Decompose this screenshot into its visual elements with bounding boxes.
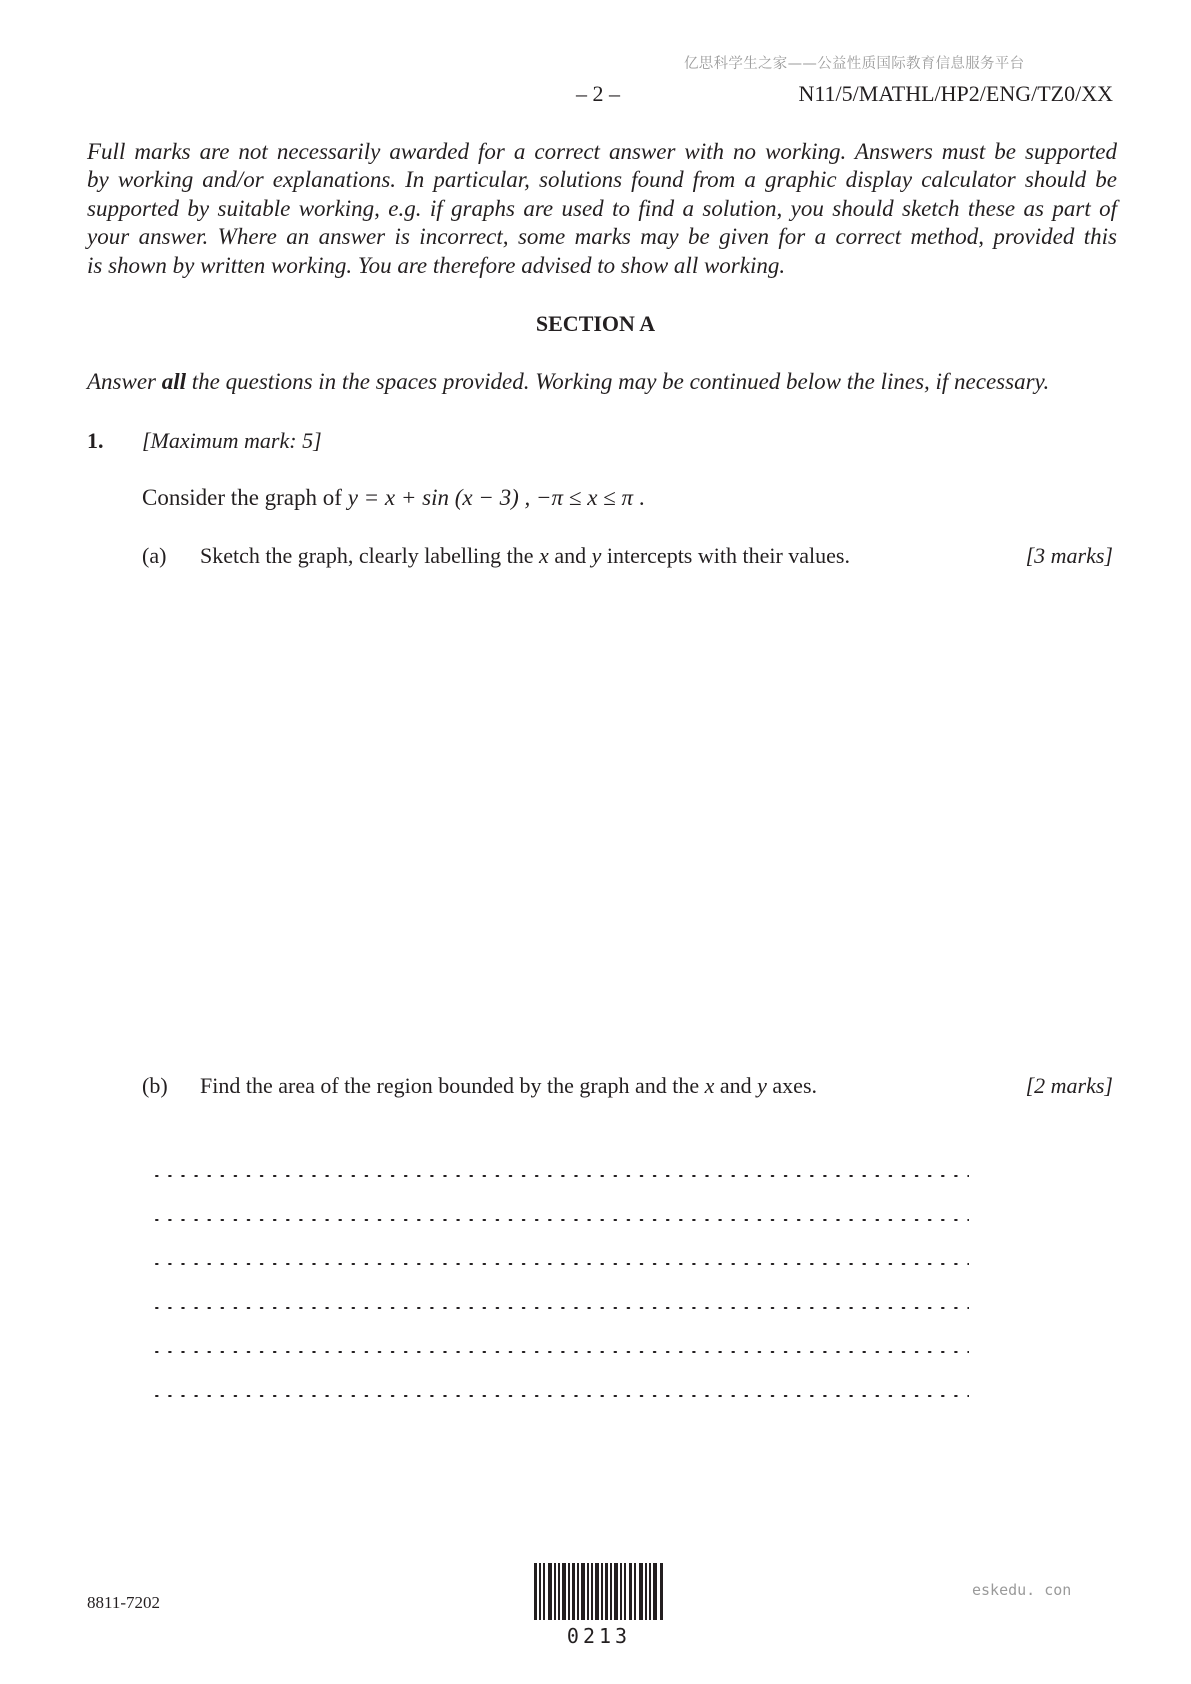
header-watermark: 亿思科学生之家——公益性质国际教育信息服务平台 — [684, 56, 1025, 72]
part-a-marks: [3 marks] — [1025, 543, 1113, 568]
part-b-text — [200, 1073, 817, 1099]
part-a-text — [200, 543, 850, 569]
part-b-var-x: x — [704, 1073, 715, 1098]
answer-line[interactable] — [154, 1346, 969, 1358]
answer-instruction-suffix: the questions in the spaces provided. Working may be continued below the lines, if necessary. — [186, 369, 1050, 394]
part-a-text-3: intercepts with their values. — [601, 543, 850, 568]
instructions-line: is shown by written working. You are therefore advised to show all working. — [87, 252, 786, 278]
answer-lines[interactable] — [154, 1170, 969, 1415]
part-a-text-1: Sketch the graph, clearly labelling the — [200, 543, 540, 568]
answer-line[interactable] — [154, 1390, 969, 1402]
part-a-label: (a) — [142, 543, 167, 568]
answer-line[interactable] — [154, 1214, 969, 1226]
part-a-answer-space[interactable] — [142, 580, 1113, 1050]
answer-line[interactable] — [154, 1170, 969, 1182]
answer-instruction-emphasis: all — [161, 369, 187, 394]
question-stem-end: . — [633, 485, 645, 510]
instructions-paragraph — [87, 138, 1117, 280]
part-b-marks: [2 marks] — [1025, 1073, 1113, 1098]
part-b-text-2: and — [714, 1073, 758, 1098]
part-b-text-3: axes. — [766, 1073, 818, 1098]
barcode-number: 0213 — [566, 1624, 632, 1648]
exam-code: N11/5/MATHL/HP2/ENG/TZ0/XX — [798, 81, 1113, 106]
answer-instruction — [87, 369, 1049, 395]
instructions-line: your answer. Where an answer is incorrect, some marks may be given for a correct method, provided this — [87, 224, 1117, 250]
part-b-label: (b) — [142, 1073, 168, 1098]
part-a-var-y: y — [591, 543, 602, 568]
answer-line[interactable] — [154, 1258, 969, 1270]
section-title: SECTION A — [535, 311, 656, 336]
question-stem — [142, 485, 645, 511]
answer-line[interactable] — [154, 1302, 969, 1314]
part-a-text-2: and — [548, 543, 592, 568]
part-a-var-x: x — [539, 543, 549, 568]
page-number: – 2 – — [576, 81, 620, 106]
footer-code: 8811-7202 — [87, 1593, 161, 1612]
part-b-text-1: Find the area of the region bounded by the graph and the — [200, 1073, 705, 1098]
question-number: 1. — [87, 428, 104, 453]
question-equation: y = x + sin (x − 3) , −π ≤ x ≤ π — [347, 485, 634, 510]
instructions-line: Full marks are not necessarily awarded for a correct answer with no working. Answers must be supported — [87, 139, 1117, 164]
footer-watermark: eskedu. con — [972, 1581, 1072, 1599]
question-max-mark: [Maximum mark: 5] — [142, 428, 322, 453]
answer-instruction-prefix: Answer — [87, 369, 162, 394]
part-b-var-y: y — [757, 1073, 767, 1098]
instructions-line: supported by suitable working, e.g. if graphs are used to find a solution, you should sketch these as part of — [87, 195, 1117, 221]
instructions-line: by working and/or explanations. In particular, solutions found from a graphic display calculator should be — [87, 167, 1117, 193]
barcode-icon — [534, 1563, 664, 1620]
question-stem-text: Consider the graph of — [142, 485, 348, 510]
